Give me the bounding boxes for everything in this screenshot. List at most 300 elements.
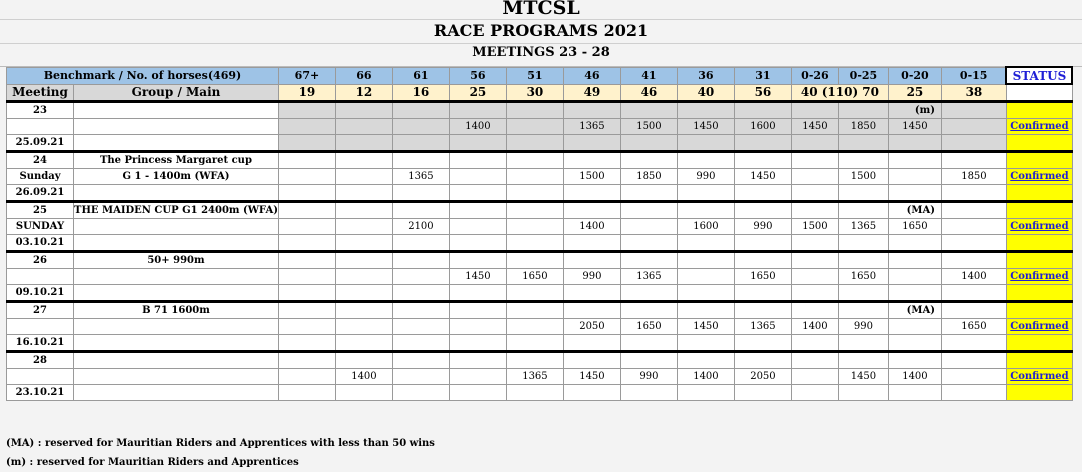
horse-count: 46 <box>620 84 677 102</box>
group-detail <box>74 119 279 135</box>
race-cell <box>620 352 677 369</box>
race-distance: 1365 <box>392 169 449 185</box>
race-cell <box>278 252 335 269</box>
race-distance <box>278 269 335 285</box>
race-cell <box>791 235 838 252</box>
race-cell <box>506 252 563 269</box>
race-cell <box>734 135 791 152</box>
race-cell <box>449 135 506 152</box>
race-cell <box>506 385 563 401</box>
race-cell <box>838 352 888 369</box>
race-distance <box>941 369 1006 385</box>
race-cell <box>392 302 449 319</box>
meeting-day: SUNDAY <box>7 219 74 235</box>
group-blank <box>74 285 279 302</box>
race-distance <box>888 169 941 185</box>
group-blank <box>74 135 279 152</box>
race-distance: 1450 <box>791 119 838 135</box>
meeting-date: 23.10.21 <box>7 385 74 401</box>
race-cell <box>791 202 838 219</box>
race-cell <box>563 135 620 152</box>
race-cell <box>392 135 449 152</box>
race-cell <box>278 202 335 219</box>
race-cell <box>941 252 1006 269</box>
race-cell <box>838 335 888 352</box>
race-distance <box>941 219 1006 235</box>
race-cell <box>941 102 1006 119</box>
race-distance <box>278 319 335 335</box>
race-distance: 1500 <box>620 119 677 135</box>
race-distance <box>791 169 838 185</box>
race-cell <box>620 385 677 401</box>
race-distance: 1365 <box>620 269 677 285</box>
status-cell <box>1006 385 1072 401</box>
race-cell <box>838 252 888 269</box>
horse-count: 25 <box>888 84 941 102</box>
page-header <box>0 0 1082 67</box>
race-cell <box>563 102 620 119</box>
race-cell <box>838 302 888 319</box>
race-distance: 1400 <box>449 119 506 135</box>
race-distance: 1400 <box>941 269 1006 285</box>
race-cell <box>734 285 791 302</box>
status-header: STATUS <box>1006 67 1072 84</box>
race-cell <box>392 252 449 269</box>
race-cell <box>620 102 677 119</box>
race-cell <box>888 235 941 252</box>
race-cell <box>392 352 449 369</box>
race-cell <box>734 352 791 369</box>
race-distance: 1400 <box>888 369 941 385</box>
race-cell <box>335 352 392 369</box>
race-cell <box>335 185 392 202</box>
race-cell <box>449 152 506 169</box>
race-cell <box>791 135 838 152</box>
race-cell <box>941 152 1006 169</box>
race-cell <box>677 302 734 319</box>
race-cell <box>620 202 677 219</box>
race-cell <box>449 385 506 401</box>
race-cell <box>734 202 791 219</box>
race-distance: 1400 <box>677 369 734 385</box>
race-cell <box>838 285 888 302</box>
race-cell <box>563 335 620 352</box>
horse-count: 19 <box>278 84 335 102</box>
benchmark-header: 56 <box>449 67 506 84</box>
race-cell <box>888 135 941 152</box>
race-cell <box>888 385 941 401</box>
status-cell <box>1006 185 1072 202</box>
race-cell <box>941 335 1006 352</box>
footnotes <box>6 434 435 472</box>
meeting-date: 16.10.21 <box>7 335 74 352</box>
race-cell <box>620 335 677 352</box>
race-cell <box>677 102 734 119</box>
race-cell <box>278 102 335 119</box>
group-label: Group / Main <box>74 84 279 102</box>
race-cell <box>941 202 1006 219</box>
race-distance: 1650 <box>888 219 941 235</box>
race-distance: 1650 <box>734 269 791 285</box>
meeting-date: 26.09.21 <box>7 185 74 202</box>
race-distance <box>620 219 677 235</box>
race-cell <box>506 235 563 252</box>
note-ma: (MA) : reserved for Mauritian Riders and Apprentices with less than 50 wins <box>6 438 435 449</box>
meeting-number: 23 <box>7 102 74 119</box>
race-cell <box>563 152 620 169</box>
horse-count: 30 <box>506 84 563 102</box>
meetings-range: MEETINGS 23 - 28 <box>472 45 610 60</box>
race-cell <box>506 285 563 302</box>
race-cell <box>335 235 392 252</box>
benchmark-header: 61 <box>392 67 449 84</box>
race-cell <box>506 152 563 169</box>
race-cell <box>563 302 620 319</box>
race-distance: 1650 <box>506 269 563 285</box>
race-distance <box>449 319 506 335</box>
race-cell <box>335 335 392 352</box>
race-distance: 1400 <box>791 319 838 335</box>
group-main: B 71 1600m <box>74 302 279 319</box>
race-cell <box>888 335 941 352</box>
status-cell <box>1006 335 1072 352</box>
race-cell <box>734 302 791 319</box>
race-cell <box>449 102 506 119</box>
race-cell <box>838 185 888 202</box>
benchmark-header: 0-15 <box>941 67 1006 84</box>
meeting-label: Meeting <box>7 84 74 102</box>
race-distance: 1850 <box>838 119 888 135</box>
status-cell <box>1006 102 1072 119</box>
race-cell <box>734 335 791 352</box>
race-cell <box>392 152 449 169</box>
group-blank <box>74 185 279 202</box>
note-m: (m) : reserved for Mauritian Riders and Apprentices <box>6 457 299 468</box>
race-cell <box>791 185 838 202</box>
meeting-day <box>7 269 74 285</box>
status-badge: Confirmed <box>1006 269 1072 285</box>
rider-restriction-note: (m) <box>888 102 941 119</box>
race-cell <box>620 302 677 319</box>
race-distance: 990 <box>620 369 677 385</box>
rider-restriction-note: (MA) <box>888 202 941 219</box>
race-cell <box>506 202 563 219</box>
status-cell <box>1006 152 1072 169</box>
race-distance <box>335 169 392 185</box>
race-cell <box>563 185 620 202</box>
race-cell <box>278 135 335 152</box>
race-cell <box>838 135 888 152</box>
race-cell <box>791 352 838 369</box>
race-cell <box>888 252 941 269</box>
race-cell <box>449 252 506 269</box>
meeting-date: 03.10.21 <box>7 235 74 252</box>
race-distance <box>791 269 838 285</box>
race-cell <box>278 385 335 401</box>
race-cell <box>791 335 838 352</box>
race-cell <box>278 335 335 352</box>
race-distance: 1365 <box>734 319 791 335</box>
benchmark-header: 66 <box>335 67 392 84</box>
group-main <box>74 102 279 119</box>
meeting-date: 25.09.21 <box>7 135 74 152</box>
status-badge: Confirmed <box>1006 369 1072 385</box>
meeting-number: 27 <box>7 302 74 319</box>
status-cell <box>1006 235 1072 252</box>
race-cell <box>734 235 791 252</box>
race-distance: 2100 <box>392 219 449 235</box>
benchmark-header: 46 <box>563 67 620 84</box>
race-cell <box>677 385 734 401</box>
status-badge: Confirmed <box>1006 169 1072 185</box>
race-cell <box>563 235 620 252</box>
race-cell <box>888 185 941 202</box>
race-cell <box>734 102 791 119</box>
race-distance <box>335 219 392 235</box>
race-cell <box>335 302 392 319</box>
group-main: The Princess Margaret cup <box>74 152 279 169</box>
horse-count: 25 <box>449 84 506 102</box>
race-distance <box>888 319 941 335</box>
meeting-day: Sunday <box>7 169 74 185</box>
race-distance <box>278 169 335 185</box>
status-badge: Confirmed <box>1006 319 1072 335</box>
race-cell <box>677 235 734 252</box>
group-main: 50+ 990m <box>74 252 279 269</box>
race-cell <box>449 302 506 319</box>
race-cell <box>941 352 1006 369</box>
race-distance: 2050 <box>563 319 620 335</box>
race-distance <box>506 119 563 135</box>
race-distance <box>335 319 392 335</box>
race-distance <box>278 219 335 235</box>
meeting-day <box>7 119 74 135</box>
race-cell <box>278 185 335 202</box>
race-distance: 990 <box>677 169 734 185</box>
benchmark-header: 0-25 <box>838 67 888 84</box>
race-cell <box>506 185 563 202</box>
race-distance: 1500 <box>838 169 888 185</box>
race-distance: 2050 <box>734 369 791 385</box>
status-badge: Confirmed <box>1006 219 1072 235</box>
race-distance <box>506 219 563 235</box>
race-distance: 1450 <box>449 269 506 285</box>
rider-restriction-note: (MA) <box>888 302 941 319</box>
race-distance <box>888 269 941 285</box>
race-cell <box>941 285 1006 302</box>
race-cell <box>278 302 335 319</box>
race-cell <box>791 385 838 401</box>
race-distance <box>392 319 449 335</box>
race-cell <box>838 152 888 169</box>
race-distance: 1450 <box>677 319 734 335</box>
race-cell <box>620 252 677 269</box>
race-distance <box>791 369 838 385</box>
race-cell <box>506 102 563 119</box>
race-cell <box>791 285 838 302</box>
race-distance: 1600 <box>677 219 734 235</box>
race-cell <box>677 252 734 269</box>
race-cell <box>449 335 506 352</box>
race-cell <box>838 235 888 252</box>
group-detail <box>74 219 279 235</box>
race-cell <box>392 185 449 202</box>
race-distance: 1650 <box>620 319 677 335</box>
race-cell <box>677 135 734 152</box>
race-cell <box>563 285 620 302</box>
meeting-number: 26 <box>7 252 74 269</box>
race-cell <box>620 185 677 202</box>
status-cell <box>1006 135 1072 152</box>
race-distance: 1850 <box>941 169 1006 185</box>
race-cell <box>392 202 449 219</box>
group-detail: G 1 - 1400m (WFA) <box>74 169 279 185</box>
race-cell <box>563 385 620 401</box>
race-distance <box>677 269 734 285</box>
status-cell <box>1006 285 1072 302</box>
race-cell <box>335 252 392 269</box>
horse-count: 56 <box>734 84 791 102</box>
horse-count: 49 <box>563 84 620 102</box>
race-distance <box>506 169 563 185</box>
race-cell <box>506 352 563 369</box>
status-cell <box>1006 302 1072 319</box>
race-cell <box>278 152 335 169</box>
benchmark-header: 0-26 <box>791 67 838 84</box>
group-blank <box>74 235 279 252</box>
race-distance <box>506 319 563 335</box>
group-detail <box>74 269 279 285</box>
status-cell <box>1006 352 1072 369</box>
status-badge: Confirmed <box>1006 119 1072 135</box>
race-cell <box>941 302 1006 319</box>
benchmark-header: 41 <box>620 67 677 84</box>
race-cell <box>620 135 677 152</box>
meeting-date: 09.10.21 <box>7 285 74 302</box>
group-blank <box>74 385 279 401</box>
race-cell <box>677 352 734 369</box>
race-distance: 990 <box>563 269 620 285</box>
meeting-number: 25 <box>7 202 74 219</box>
race-cell <box>941 185 1006 202</box>
race-cell <box>941 135 1006 152</box>
meeting-number: 28 <box>7 352 74 369</box>
status-spacer <box>1006 84 1072 102</box>
race-distance: 1365 <box>506 369 563 385</box>
race-cell <box>620 152 677 169</box>
meeting-day <box>7 319 74 335</box>
race-distance <box>392 269 449 285</box>
horse-count: 16 <box>392 84 449 102</box>
race-cell <box>838 102 888 119</box>
race-distance: 1650 <box>838 269 888 285</box>
race-cell <box>506 135 563 152</box>
race-cell <box>392 102 449 119</box>
race-distance: 1365 <box>563 119 620 135</box>
group-main <box>74 352 279 369</box>
race-cell <box>677 152 734 169</box>
race-program-table <box>6 66 1073 401</box>
race-cell <box>677 285 734 302</box>
status-cell <box>1006 202 1072 219</box>
race-cell <box>278 285 335 302</box>
group-blank <box>74 335 279 352</box>
status-cell <box>1006 252 1072 269</box>
race-cell <box>888 352 941 369</box>
race-cell <box>620 235 677 252</box>
benchmark-header: 36 <box>677 67 734 84</box>
race-distance <box>392 369 449 385</box>
race-cell <box>392 335 449 352</box>
race-distance: 1365 <box>838 219 888 235</box>
race-distance: 990 <box>838 319 888 335</box>
race-cell <box>888 285 941 302</box>
race-cell <box>734 252 791 269</box>
race-cell <box>335 135 392 152</box>
race-distance: 1400 <box>563 219 620 235</box>
race-cell <box>335 202 392 219</box>
race-cell <box>620 285 677 302</box>
horse-count: 40 (110) 70 <box>791 84 888 102</box>
page-title: MTCSL <box>502 0 580 19</box>
race-distance: 1450 <box>563 369 620 385</box>
race-cell <box>941 385 1006 401</box>
race-distance <box>392 119 449 135</box>
race-cell <box>506 302 563 319</box>
race-cell <box>677 202 734 219</box>
race-cell <box>392 235 449 252</box>
race-cell <box>506 335 563 352</box>
race-cell <box>392 285 449 302</box>
race-distance: 1500 <box>563 169 620 185</box>
page-subtitle: RACE PROGRAMS 2021 <box>433 21 649 40</box>
race-cell <box>791 102 838 119</box>
race-cell <box>449 235 506 252</box>
group-main: THE MAIDEN CUP G1 2400m (WFA) <box>74 202 279 219</box>
benchmark-label: Benchmark / No. of horses(469) <box>7 67 279 84</box>
horse-count: 12 <box>335 84 392 102</box>
race-cell <box>335 152 392 169</box>
benchmark-header: 0-20 <box>888 67 941 84</box>
race-cell <box>449 185 506 202</box>
race-distance <box>278 119 335 135</box>
race-distance <box>449 369 506 385</box>
race-distance: 1850 <box>620 169 677 185</box>
race-distance: 1450 <box>677 119 734 135</box>
race-cell <box>677 335 734 352</box>
benchmark-header: 67+ <box>278 67 335 84</box>
race-cell <box>563 202 620 219</box>
race-distance: 1450 <box>838 369 888 385</box>
race-distance: 1450 <box>888 119 941 135</box>
race-cell <box>449 352 506 369</box>
horse-count: 38 <box>941 84 1006 102</box>
race-cell <box>734 385 791 401</box>
race-cell <box>734 152 791 169</box>
race-distance <box>278 369 335 385</box>
race-distance <box>335 119 392 135</box>
race-cell <box>335 285 392 302</box>
race-distance <box>449 169 506 185</box>
group-detail <box>74 369 279 385</box>
race-distance: 1650 <box>941 319 1006 335</box>
race-distance <box>335 269 392 285</box>
race-distance <box>941 119 1006 135</box>
horse-count: 40 <box>677 84 734 102</box>
race-cell <box>278 352 335 369</box>
race-cell <box>335 102 392 119</box>
race-cell <box>449 285 506 302</box>
